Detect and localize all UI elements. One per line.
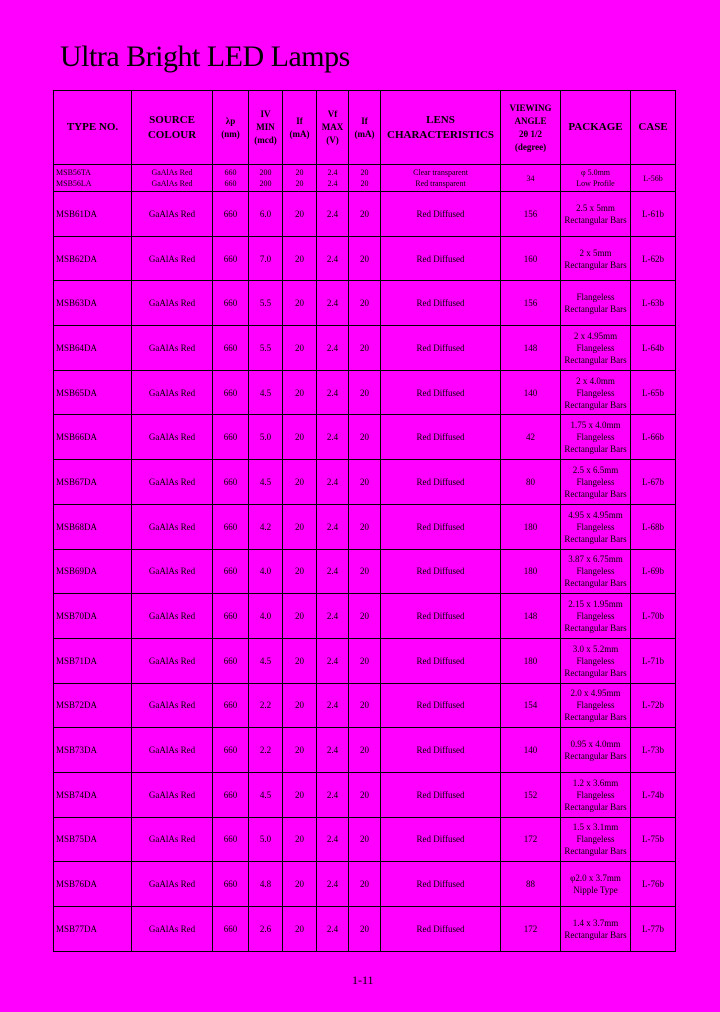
cell-source-colour: GaAlAs Red	[132, 638, 213, 683]
cell-if-1: 20	[283, 817, 317, 862]
cell-case: L-72b	[631, 683, 676, 728]
table-row	[54, 460, 676, 505]
cell-type-no: MSB70DA	[54, 594, 132, 639]
table-row	[54, 326, 676, 371]
header-type-no: TYPE NO.	[54, 91, 132, 165]
cell-case: L-76b	[631, 862, 676, 907]
cell-iv-min: 2.2	[249, 683, 283, 728]
table-row	[54, 862, 676, 907]
cell-lens: Red Diffused	[381, 638, 501, 683]
cell-if-2: 20	[349, 236, 381, 281]
cell-iv-min: 2.2	[249, 728, 283, 773]
cell-type-no: MSB73DA	[54, 728, 132, 773]
cell-case: L-56b	[631, 165, 676, 192]
cell-vf-max: 2.4	[317, 460, 349, 505]
cell-if-1: 20	[283, 907, 317, 952]
cell-lens: Red Diffused	[381, 504, 501, 549]
cell-vf-max: 2.4	[317, 549, 349, 594]
header-lambda-p: λp (nm)	[213, 91, 249, 165]
cell-iv-min: 4.0	[249, 594, 283, 639]
cell-case: L-67b	[631, 460, 676, 505]
cell-if-2: 20	[349, 594, 381, 639]
cell-lens: Red Diffused	[381, 236, 501, 281]
cell-case: L-63b	[631, 281, 676, 326]
cell-case: L-71b	[631, 638, 676, 683]
cell-lambda-p: 660	[213, 192, 249, 237]
cell-iv-min: 5.0	[249, 415, 283, 460]
cell-viewing-angle: 156	[501, 281, 561, 326]
cell-case: L-73b	[631, 728, 676, 773]
header-vf-max: Vf MAX (V)	[317, 91, 349, 165]
cell-type-no: MSB75DA	[54, 817, 132, 862]
cell-viewing-angle: 160	[501, 236, 561, 281]
cell-viewing-angle: 148	[501, 594, 561, 639]
cell-if-1: 20	[283, 772, 317, 817]
cell-if-1: 20	[283, 862, 317, 907]
cell-viewing-angle: 172	[501, 907, 561, 952]
cell-package: 2.5 x 5mm Rectangular Bars	[561, 192, 631, 237]
cell-if-1: 20	[283, 728, 317, 773]
cell-lambda-p: 660	[213, 281, 249, 326]
cell-lens: Red Diffused	[381, 907, 501, 952]
cell-if-1: 20	[283, 638, 317, 683]
cell-vf-max: 2.4	[317, 638, 349, 683]
cell-package: 1.5 x 3.1mm Flangeless Rectangular Bars	[561, 817, 631, 862]
cell-lambda-p: 660	[213, 549, 249, 594]
cell-if-2: 20	[349, 281, 381, 326]
cell-case: L-62b	[631, 236, 676, 281]
table-row	[54, 638, 676, 683]
header-if-1: If (mA)	[283, 91, 317, 165]
cell-viewing-angle: 34	[501, 165, 561, 192]
header-case: CASE	[631, 91, 676, 165]
cell-if-1: 20	[283, 683, 317, 728]
cell-source-colour: GaAlAs Red	[132, 772, 213, 817]
header-source-colour: SOURCE COLOUR	[132, 91, 213, 165]
cell-source-colour: GaAlAs Red	[132, 504, 213, 549]
cell-vf-max: 2.4	[317, 683, 349, 728]
page-number: 1-11	[352, 973, 374, 987]
cell-type-no: MSB69DA	[54, 549, 132, 594]
cell-type-no: MSB74DA	[54, 772, 132, 817]
cell-lens: Red Diffused	[381, 772, 501, 817]
cell-package: 2 x 4.0mm Flangeless Rectangular Bars	[561, 370, 631, 415]
cell-iv-min: 4.8	[249, 862, 283, 907]
table-row	[54, 415, 676, 460]
cell-if-1: 20	[283, 326, 317, 371]
cell-type-no: MSB61DA	[54, 192, 132, 237]
header-row	[54, 91, 676, 165]
cell-iv-min: 4.5	[249, 638, 283, 683]
cell-case: L-77b	[631, 907, 676, 952]
cell-source-colour: GaAlAs Red	[132, 907, 213, 952]
cell-type-no: MSB76DA	[54, 862, 132, 907]
cell-lambda-p: 660	[213, 504, 249, 549]
cell-case: L-70b	[631, 594, 676, 639]
cell-if-2: 20	[349, 504, 381, 549]
cell-case: L-74b	[631, 772, 676, 817]
cell-vf-max: 2.4	[317, 415, 349, 460]
cell-viewing-angle: 42	[501, 415, 561, 460]
table-row	[54, 370, 676, 415]
table-row	[54, 281, 676, 326]
cell-case: L-66b	[631, 415, 676, 460]
cell-source-colour: GaAlAs Red	[132, 594, 213, 639]
cell-lambda-p: 660	[213, 728, 249, 773]
cell-if-1: 20	[283, 504, 317, 549]
cell-type-no: MSB66DA	[54, 415, 132, 460]
cell-viewing-angle: 180	[501, 504, 561, 549]
table-row	[54, 907, 676, 952]
cell-package: 2.5 x 6.5mm Flangeless Rectangular Bars	[561, 460, 631, 505]
cell-case: L-68b	[631, 504, 676, 549]
cell-lens: Red Diffused	[381, 683, 501, 728]
cell-vf-max: 2.4	[317, 817, 349, 862]
cell-lambda-p: 660	[213, 370, 249, 415]
table-row	[54, 504, 676, 549]
cell-vf-max: 2.4	[317, 281, 349, 326]
cell-package: φ 5.0mm Low Profile	[561, 165, 631, 192]
cell-type-no: MSB63DA	[54, 281, 132, 326]
table-row	[54, 549, 676, 594]
cell-if-2: 20	[349, 772, 381, 817]
table-row	[54, 192, 676, 237]
table-row	[54, 236, 676, 281]
cell-lens: Red Diffused	[381, 817, 501, 862]
cell-case: L-64b	[631, 326, 676, 371]
cell-iv-min: 4.5	[249, 370, 283, 415]
cell-viewing-angle: 154	[501, 683, 561, 728]
cell-lens: Red Diffused	[381, 594, 501, 639]
cell-package: 3.87 x 6.75mm Flangeless Rectangular Bars	[561, 549, 631, 594]
cell-lambda-p: 660	[213, 862, 249, 907]
cell-if-2: 20	[349, 326, 381, 371]
cell-if-2: 20 20	[349, 165, 381, 192]
cell-iv-min: 4.2	[249, 504, 283, 549]
table-row	[54, 817, 676, 862]
cell-package: φ2.0 x 3.7mm Nipple Type	[561, 862, 631, 907]
table-row	[54, 683, 676, 728]
page-title: Ultra Bright LED Lamps	[60, 40, 350, 73]
cell-if-2: 20	[349, 192, 381, 237]
cell-lens: Red Diffused	[381, 192, 501, 237]
cell-if-1: 20	[283, 281, 317, 326]
header-package: PACKAGE	[561, 91, 631, 165]
cell-lens: Red Diffused	[381, 281, 501, 326]
table-row	[54, 772, 676, 817]
cell-type-no: MSB56TA MSB56LA	[54, 165, 132, 192]
cell-source-colour: GaAlAs Red	[132, 370, 213, 415]
cell-package: 2.15 x 1.95mm Flangeless Rectangular Bars	[561, 594, 631, 639]
cell-iv-min: 5.5	[249, 326, 283, 371]
cell-if-2: 20	[349, 862, 381, 907]
cell-package: 2 x 4.95mm Flangeless Rectangular Bars	[561, 326, 631, 371]
cell-vf-max: 2.4	[317, 504, 349, 549]
header-lens: LENS CHARACTERISTICS	[381, 91, 501, 165]
cell-vf-max: 2.4	[317, 728, 349, 773]
cell-lambda-p: 660	[213, 907, 249, 952]
cell-source-colour: GaAlAs Red	[132, 460, 213, 505]
cell-vf-max: 2.4	[317, 192, 349, 237]
cell-type-no: MSB64DA	[54, 326, 132, 371]
cell-viewing-angle: 148	[501, 326, 561, 371]
cell-lens: Clear transparent Red transparent	[381, 165, 501, 192]
cell-if-2: 20	[349, 907, 381, 952]
cell-package: 2.0 x 4.95mm Flangeless Rectangular Bars	[561, 683, 631, 728]
cell-source-colour: GaAlAs Red	[132, 236, 213, 281]
cell-viewing-angle: 152	[501, 772, 561, 817]
cell-lens: Red Diffused	[381, 862, 501, 907]
cell-lambda-p: 660 660	[213, 165, 249, 192]
cell-vf-max: 2.4	[317, 370, 349, 415]
cell-package: 2 x 5mm Rectangular Bars	[561, 236, 631, 281]
cell-iv-min: 5.5	[249, 281, 283, 326]
cell-source-colour: GaAlAs Red	[132, 415, 213, 460]
cell-lens: Red Diffused	[381, 415, 501, 460]
cell-source-colour: GaAlAs Red	[132, 549, 213, 594]
cell-if-2: 20	[349, 728, 381, 773]
cell-if-1: 20	[283, 415, 317, 460]
cell-lambda-p: 660	[213, 683, 249, 728]
cell-source-colour: GaAlAs Red	[132, 683, 213, 728]
cell-type-no: MSB62DA	[54, 236, 132, 281]
cell-type-no: MSB71DA	[54, 638, 132, 683]
table-row	[54, 165, 676, 192]
cell-type-no: MSB77DA	[54, 907, 132, 952]
cell-if-2: 20	[349, 370, 381, 415]
table-row	[54, 594, 676, 639]
cell-viewing-angle: 180	[501, 638, 561, 683]
cell-if-1: 20	[283, 549, 317, 594]
cell-iv-min: 5.0	[249, 817, 283, 862]
cell-vf-max: 2.4	[317, 236, 349, 281]
cell-viewing-angle: 180	[501, 549, 561, 594]
cell-type-no: MSB67DA	[54, 460, 132, 505]
cell-if-2: 20	[349, 638, 381, 683]
cell-package: 0.95 x 4.0mm Rectangular Bars	[561, 728, 631, 773]
cell-if-2: 20	[349, 415, 381, 460]
cell-type-no: MSB72DA	[54, 683, 132, 728]
cell-lens: Red Diffused	[381, 326, 501, 371]
cell-package: Flangeless Rectangular Bars	[561, 281, 631, 326]
cell-case: L-75b	[631, 817, 676, 862]
header-if-2: If (mA)	[349, 91, 381, 165]
cell-viewing-angle: 140	[501, 370, 561, 415]
cell-if-1: 20	[283, 192, 317, 237]
header-iv-min: IV MIN (mcd)	[249, 91, 283, 165]
cell-iv-min: 4.0	[249, 549, 283, 594]
cell-viewing-angle: 140	[501, 728, 561, 773]
cell-package: 1.4 x 3.7mm Rectangular Bars	[561, 907, 631, 952]
cell-lambda-p: 660	[213, 326, 249, 371]
cell-viewing-angle: 156	[501, 192, 561, 237]
cell-if-1: 20	[283, 460, 317, 505]
cell-package: 3.0 x 5.2mm Flangeless Rectangular Bars	[561, 638, 631, 683]
cell-iv-min: 4.5	[249, 772, 283, 817]
cell-source-colour: GaAlAs Red	[132, 862, 213, 907]
cell-if-2: 20	[349, 683, 381, 728]
cell-vf-max: 2.4	[317, 862, 349, 907]
led-spec-table	[53, 90, 676, 952]
cell-viewing-angle: 88	[501, 862, 561, 907]
cell-lens: Red Diffused	[381, 549, 501, 594]
cell-vf-max: 2.4	[317, 772, 349, 817]
cell-type-no: MSB68DA	[54, 504, 132, 549]
cell-source-colour: GaAlAs Red	[132, 326, 213, 371]
cell-viewing-angle: 172	[501, 817, 561, 862]
cell-source-colour: GaAlAs Red	[132, 817, 213, 862]
cell-if-2: 20	[349, 460, 381, 505]
cell-lambda-p: 660	[213, 817, 249, 862]
cell-lambda-p: 660	[213, 772, 249, 817]
cell-iv-min: 4.5	[249, 460, 283, 505]
cell-source-colour: GaAlAs Red	[132, 728, 213, 773]
cell-lens: Red Diffused	[381, 460, 501, 505]
cell-vf-max: 2.4 2.4	[317, 165, 349, 192]
cell-case: L-65b	[631, 370, 676, 415]
cell-package: 1.2 x 3.6mm Flangeless Rectangular Bars	[561, 772, 631, 817]
cell-lambda-p: 660	[213, 638, 249, 683]
cell-case: L-61b	[631, 192, 676, 237]
cell-if-1: 20	[283, 594, 317, 639]
cell-vf-max: 2.4	[317, 907, 349, 952]
header-viewing-angle: VIEWING ANGLE 2θ 1/2 (degree)	[501, 91, 561, 165]
cell-iv-min: 7.0	[249, 236, 283, 281]
cell-source-colour: GaAlAs Red	[132, 281, 213, 326]
cell-package: 4.95 x 4.95mm Flangeless Rectangular Bars	[561, 504, 631, 549]
cell-type-no: MSB65DA	[54, 370, 132, 415]
cell-vf-max: 2.4	[317, 326, 349, 371]
table-row	[54, 728, 676, 773]
cell-if-1: 20	[283, 236, 317, 281]
cell-lambda-p: 660	[213, 594, 249, 639]
cell-case: L-69b	[631, 549, 676, 594]
cell-if-1: 20 20	[283, 165, 317, 192]
cell-vf-max: 2.4	[317, 594, 349, 639]
cell-lambda-p: 660	[213, 236, 249, 281]
cell-viewing-angle: 80	[501, 460, 561, 505]
cell-iv-min: 6.0	[249, 192, 283, 237]
cell-source-colour: GaAlAs Red	[132, 192, 213, 237]
cell-lambda-p: 660	[213, 415, 249, 460]
cell-package: 1.75 x 4.0mm Flangeless Rectangular Bars	[561, 415, 631, 460]
cell-lens: Red Diffused	[381, 370, 501, 415]
cell-iv-min: 2.6	[249, 907, 283, 952]
cell-source-colour: GaAlAs Red GaAlAs Red	[132, 165, 213, 192]
cell-if-1: 20	[283, 370, 317, 415]
cell-if-2: 20	[349, 549, 381, 594]
cell-lambda-p: 660	[213, 460, 249, 505]
cell-iv-min: 200 200	[249, 165, 283, 192]
cell-lens: Red Diffused	[381, 728, 501, 773]
cell-if-2: 20	[349, 817, 381, 862]
